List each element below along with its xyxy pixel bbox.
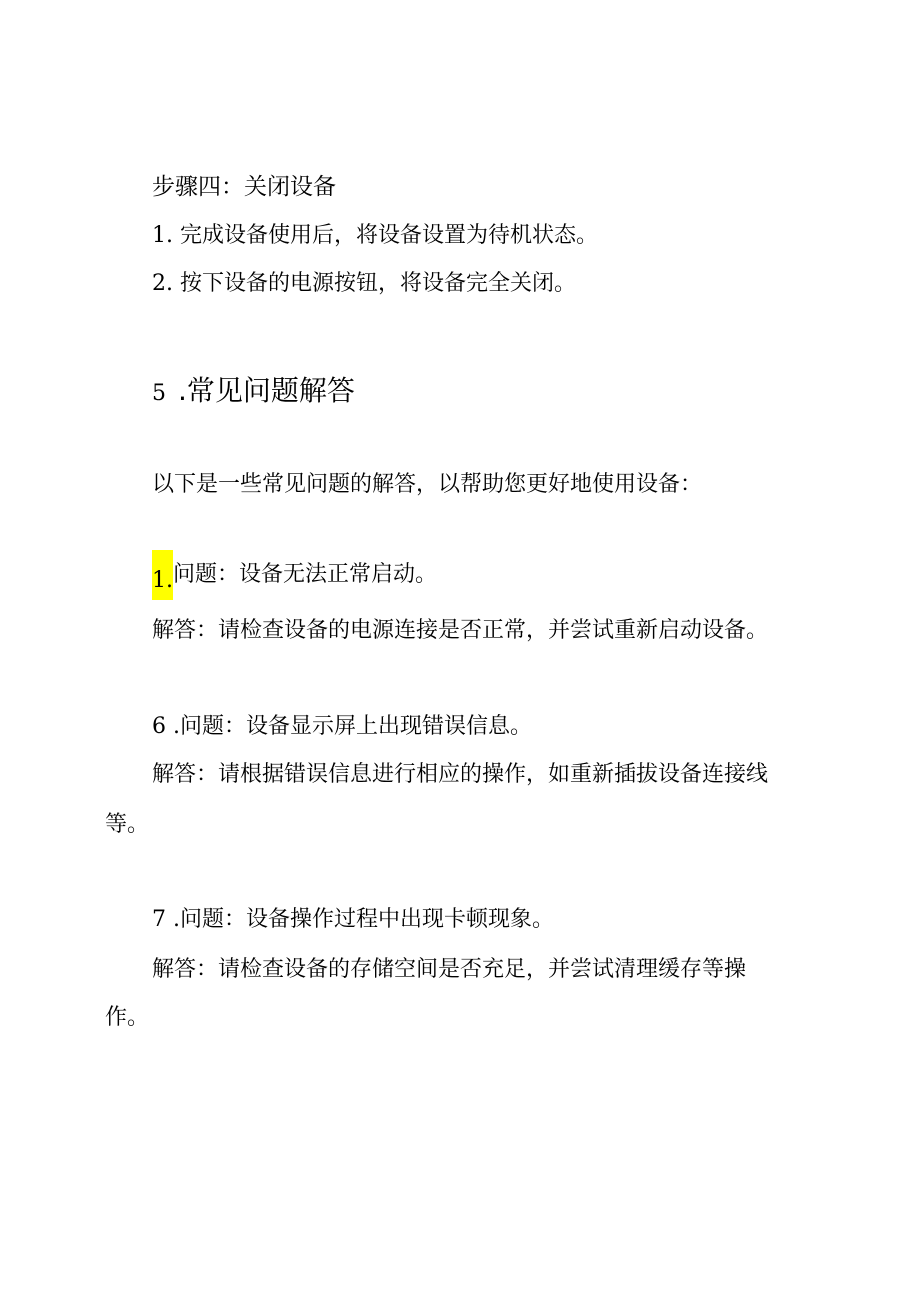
faq-item-3-question-text: .问题：设备操作过程中出现卡顿现象。: [166, 907, 554, 932]
faq-item-3-answer-line-1: 解答：请检查设备的存储空间是否充足，并尝试清理缓存等操: [152, 957, 747, 982]
step4-item-1: [152, 221, 598, 251]
step4-item-2-text: . 按下设备的电源按钮，将设备完全关闭。: [166, 271, 576, 296]
faq-section-number: 5: [152, 381, 166, 406]
faq-item-3-answer-line-2: 作。: [105, 1005, 150, 1030]
faq-item-2-number: 6: [152, 714, 166, 739]
faq-section-title: .常见问题解答: [178, 374, 355, 407]
faq-section-heading: [152, 373, 355, 412]
faq-item-1-answer: 解答：请检查设备的电源连接是否正常，并尝试重新启动设备。: [152, 618, 769, 643]
faq-item-1-number: 1.: [152, 550, 173, 600]
faq-item-2-question-text: .问题：设备显示屏上出现错误信息。: [166, 714, 532, 739]
faq-item-3-question: [152, 905, 554, 935]
faq-item-2-answer-line-1: 解答：请根据错误信息进行相应的操作，如重新插拔设备连接线: [152, 762, 769, 787]
faq-item-1-question-text: 问题：设备无法正常启动。: [173, 562, 438, 587]
faq-item-3-number: 7: [152, 907, 166, 932]
step4-heading: 步骤四：关闭设备: [152, 174, 336, 200]
faq-intro: 以下是一些常见问题的解答，以帮助您更好地使用设备：: [152, 472, 703, 497]
faq-item-2-question: [152, 712, 532, 742]
faq-item-2-answer-line-2: 等。: [105, 812, 150, 837]
step4-item-2: [152, 269, 576, 299]
step4-item-2-number: 2: [152, 271, 166, 296]
faq-item-1-question: [152, 550, 437, 600]
step4-item-1-text: . 完成设备使用后，将设备设置为待机状态。: [166, 223, 598, 248]
step4-item-1-number: 1: [152, 223, 166, 248]
